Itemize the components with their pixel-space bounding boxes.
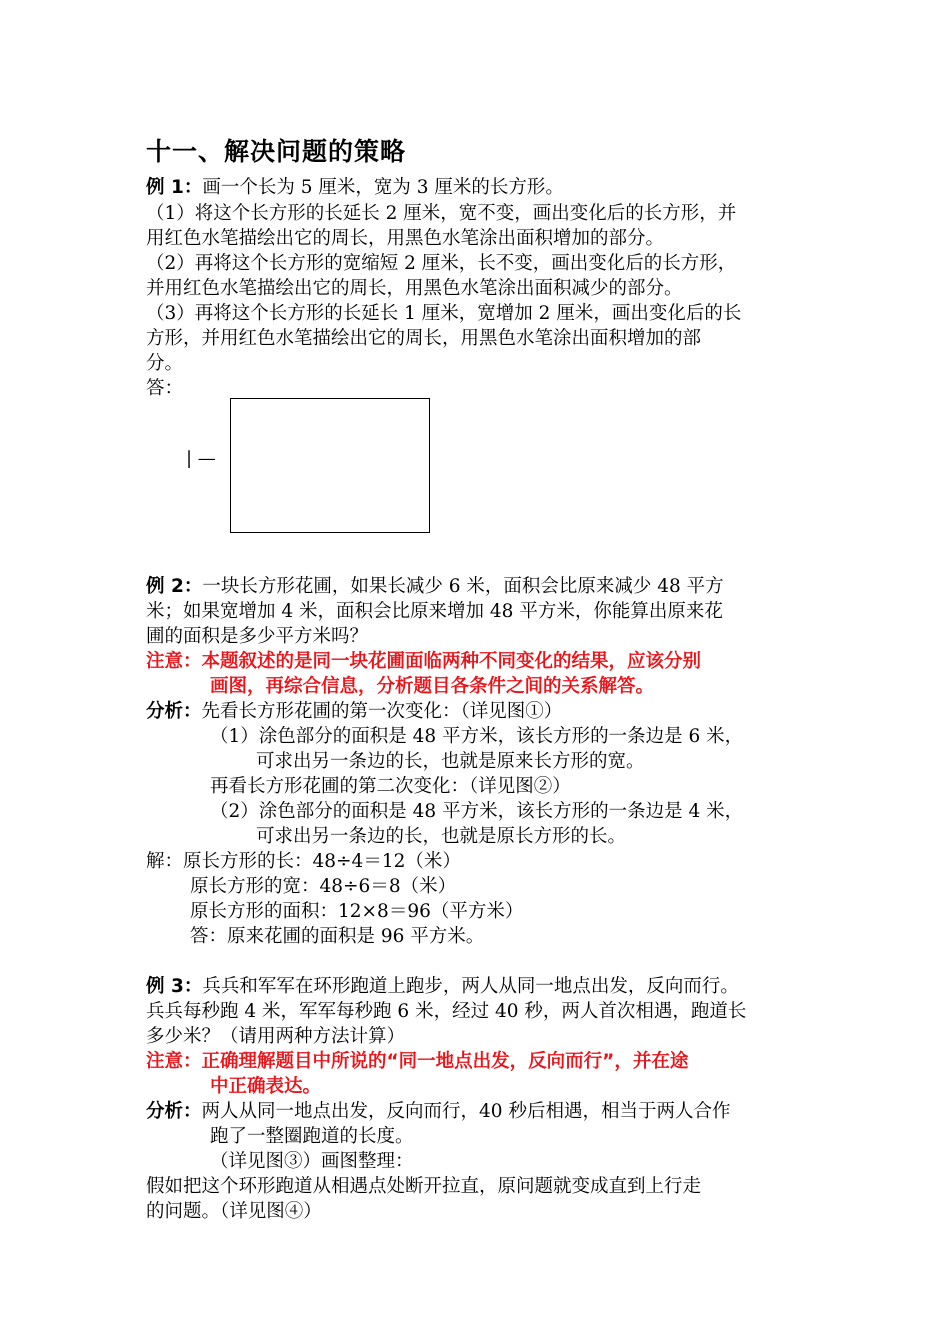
example-3-note-line2: 中正确表达。 (210, 1076, 322, 1097)
example-1-q2-line1: （2）再将这个长方形的宽缩短 2 厘米，长不变，画出变化后的长方形， (146, 253, 737, 274)
example-2-note-line1: 注意：本题叙述的是同一块花圃面临两种不同变化的结果，应该分别 (146, 651, 702, 672)
section-title: 十一、解决问题的策略 (146, 137, 407, 166)
example-3-analysis-line5: 的问题。（详见图④） (146, 1201, 322, 1222)
example-2-solution-line2: 原长方形的宽：48÷6＝8（米） (190, 876, 457, 897)
example-1-label: 例 1： (146, 177, 203, 198)
example-2-solution-line1: 解：原长方形的长：48÷4＝12（米） (146, 851, 461, 872)
rectangle-drawing (230, 398, 430, 533)
example-2-analysis-line5: （2）涂色部分的面积是 48 平方米，该长方形的一条边是 4 米， (210, 801, 744, 822)
example-2-analysis-line3: 可求出另一条边的长，也就是原来长方形的宽。 (256, 751, 645, 772)
example-2-analysis-line6: 可求出另一条边的长，也就是原长方形的长。 (256, 826, 627, 847)
example-3-line3: 多少米？（请用两种方法计算） (146, 1026, 406, 1047)
example-2-analysis-line1: 分析：先看长方形花圃的第一次变化：（详见图①） (146, 701, 563, 722)
example-1-q3-line2: 方形，并用红色水笔描绘出它的周长，用黑色水笔涂出面积增加的部 (146, 328, 702, 349)
example-2-label: 例 2： (146, 576, 203, 597)
example-2-analysis-line2: （1）涂色部分的面积是 48 平方米，该长方形的一条边是 6 米， (210, 726, 744, 747)
example-2-analysis-label: 分析： (146, 701, 202, 722)
example-2-note-line2: 画图，再综合信息，分析题目各条件之间的关系解答。 (210, 676, 655, 697)
example-3-analysis-line4: 假如把这个环形跑道从相遇点处断开拉直，原问题就变成直到上行走 (146, 1176, 702, 1197)
example-1-q2-line2: 并用红色水笔描绘出它的周长，用黑色水笔涂出面积减少的部分。 (146, 278, 683, 299)
example-3-line2: 兵兵每秒跑 4 米，军军每秒跑 6 米，经过 40 秒，两人首次相遇，跑道长 (146, 1001, 747, 1022)
example-1-prompt: 例 1：画一个长为 5 厘米，宽为 3 厘米的长方形。 (146, 177, 564, 198)
example-3-analysis-label: 分析： (146, 1101, 202, 1122)
ruler-marker: | — (186, 448, 216, 469)
example-1-q1-line2: 用红色水笔描绘出它的周长，用黑色水笔涂出面积增加的部分。 (146, 228, 665, 249)
example-3-label: 例 3： (146, 976, 203, 997)
example-1-q3-line1: （3）再将这个长方形的长延长 1 厘米，宽增加 2 厘米，画出变化后的长 (146, 303, 742, 324)
example-3-analysis-line1: 分析：两人从同一地点出发，反向而行，40 秒后相遇，相当于两人合作 (146, 1101, 731, 1122)
example-2-solution-answer: 答：原来花圃的面积是 96 平方米。 (190, 926, 485, 947)
example-3-line1: 例 3：兵兵和军军在环形跑道上跑步，两人从同一地点出发，反向而行。 (146, 976, 739, 997)
example-1-q3-line3: 分。 (146, 353, 184, 374)
example-2-solution-line3: 原长方形的面积：12×8＝96（平方米） (190, 901, 524, 922)
example-2-line1: 例 2：一块长方形花圃，如果长减少 6 米，面积会比原来减少 48 平方 (146, 576, 724, 597)
example-1-q1-line1: （1）将这个长方形的长延长 2 厘米，宽不变，画出变化后的长方形，并 (146, 203, 737, 224)
example-2-line2: 米；如果宽增加 4 米，面积会比原来增加 48 平方米，你能算出原来花 (146, 601, 723, 622)
example-3-analysis-line2: 跑了一整圈跑道的长度。 (210, 1126, 414, 1147)
example-1-answer-label: 答： (146, 378, 184, 399)
example-3-analysis-line3: （详见图③）画图整理： (210, 1151, 414, 1172)
example-2-analysis-line4: 再看长方形花圃的第二次变化：（详见图②） (210, 776, 571, 797)
example-3-note-line1: 注意：正确理解题目中所说的“同一地点出发，反向而行”，并在途 (146, 1051, 689, 1072)
example-2-line3: 圃的面积是多少平方米吗？ (146, 626, 369, 647)
